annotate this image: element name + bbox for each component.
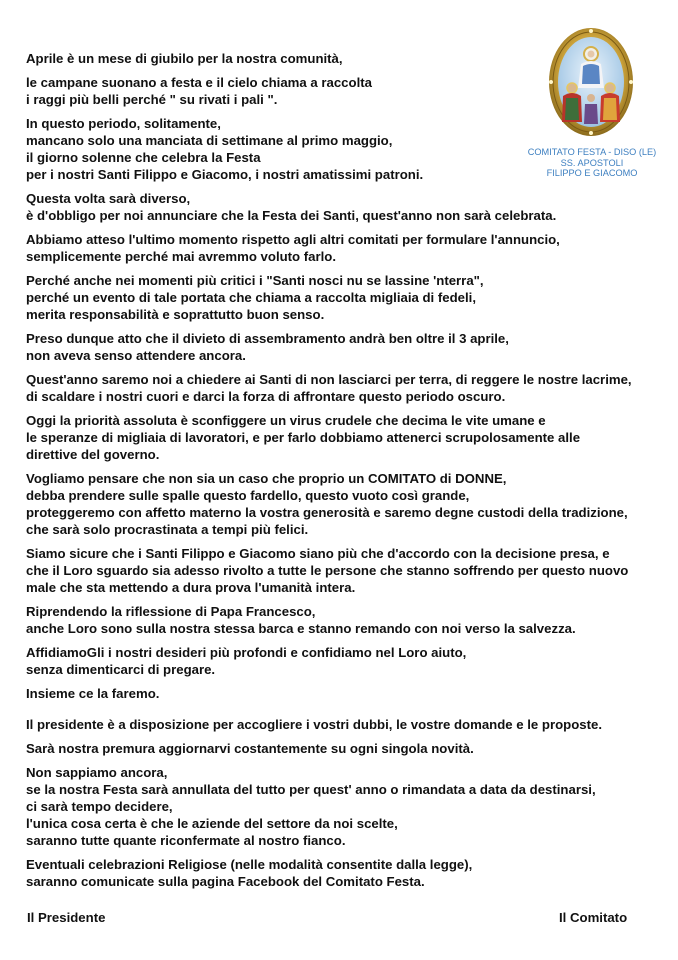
caption-line: SS. APOSTOLI — [560, 157, 624, 168]
paragraph-line: il giorno solenne che celebra la Festa — [26, 150, 261, 165]
paragraph-line: Il presidente è a disposizione per accogliere i vostri dubbi, le vostre domande e le proposte. — [26, 717, 603, 732]
paragraph-line: che il Loro sguardo sia adesso rivolto a tutte le persone che stanno soffrendo per questo nuovo — [26, 563, 629, 578]
letter-paragraph — [26, 190, 666, 224]
paragraph-line: In questo periodo, solitamente, — [26, 116, 221, 131]
paragraph-line: merita responsabilità e soprattutto buon senso. — [26, 307, 325, 322]
letter-paragraph — [26, 545, 666, 596]
letter-paragraph — [26, 764, 666, 849]
announcement-letter — [26, 50, 666, 897]
paragraph-line: Insieme ce la faremo. — [26, 686, 160, 701]
letter-paragraph — [26, 231, 666, 265]
letter-paragraph — [26, 371, 666, 405]
paragraph-line: i raggi più belli perché " su rivati i pali ". — [26, 92, 278, 107]
paragraph-line: direttive del governo. — [26, 447, 160, 462]
paragraph-line: saranno comunicate sulla pagina Facebook del Comitato Festa. — [26, 874, 425, 889]
letter-paragraph — [26, 74, 666, 108]
paragraph-line: Abbiamo atteso l'ultimo momento rispetto agli altri comitati per formulare l'annuncio, — [26, 232, 560, 247]
paragraph-line: di scaldare i nostri cuori e darci la forza di affrontare questo periodo oscuro. — [26, 389, 506, 404]
paragraph-line: l'unica cosa certa è che le aziende del settore da noi scelte, — [26, 816, 398, 831]
paragraph-line: che sarà solo procrastinata a tempi più felici. — [26, 522, 309, 537]
paragraph-line: se la nostra Festa sarà annullata del tutto per quest' anno o rimandata a data da destinarsi, — [26, 782, 596, 797]
letter-paragraph — [26, 412, 666, 463]
paragraph-line: Vogliamo pensare che non sia un caso che proprio un COMITATO di DONNE, — [26, 471, 507, 486]
letter-paragraph — [26, 603, 666, 637]
paragraph-line: Quest'anno saremo noi a chiedere ai Santi di non lasciarci per terra, di reggere le nostre lacrime, — [26, 372, 632, 387]
letter-paragraph — [26, 716, 666, 733]
paragraph-line: AffidiamoGli i nostri desideri più profondi e confidiamo nel Loro aiuto, — [26, 645, 467, 660]
signature-presidente: Il Presidente — [27, 910, 106, 925]
paragraph-line: le campane suonano a festa e il cielo chiama a raccolta — [26, 75, 372, 90]
paragraph-line: è d'obbligo per noi annunciare che la Festa dei Santi, quest'anno non sarà celebrata. — [26, 208, 557, 223]
letter-paragraph — [26, 272, 666, 323]
paragraph-line: le speranze di migliaia di lavoratori, e per farlo dobbiamo attenerci scrupolosamente alle — [26, 430, 581, 445]
paragraph-line: senza dimenticarci di pregare. — [26, 662, 216, 677]
caption-line: COMITATO FESTA - DISO (LE) — [527, 147, 657, 157]
letter-paragraph — [26, 856, 666, 890]
paragraph-line: Oggi la priorità assoluta è sconfiggere un virus crudele che decima le vite umane e — [26, 413, 546, 428]
paragraph-line: debba prendere sulle spalle questo fardello, questo vuoto così grande, — [26, 488, 470, 503]
letter-paragraph — [26, 330, 666, 364]
paragraph-line: anche Loro sono sulla nostra stessa barca e stanno remando con noi verso la salvezza. — [26, 621, 576, 636]
letter-paragraph — [26, 115, 666, 183]
paragraph-line: male che sta mettendo a dura prova l'umanità intera. — [26, 580, 356, 595]
letter-paragraph — [26, 685, 666, 702]
paragraph-line: Eventuali celebrazioni Religiose (nelle modalità consentite dalla legge), — [26, 857, 473, 872]
paragraph-line: Siamo sicure che i Santi Filippo e Giacomo siano più che d'accordo con la decisione presa, e — [26, 546, 610, 561]
signature-comitato: Il Comitato — [559, 910, 628, 925]
paragraph-line: Non sappiamo ancora, — [26, 765, 168, 780]
letter-paragraph — [26, 644, 666, 678]
paragraph-line: perché un evento di tale portata che chiama a raccolta migliaia di fedeli, — [26, 290, 476, 305]
paragraph-line: Aprile è un mese di giubilo per la nostra comunità, — [26, 51, 343, 66]
caption-line: FILIPPO E GIACOMO — [546, 168, 638, 178]
paragraph-line: proteggeremo con affetto materno la vostra generosità e saremo degne custodi della tradizione, — [26, 505, 628, 520]
letter-paragraph — [26, 740, 666, 757]
letter-paragraph — [26, 50, 666, 67]
paragraph-line: Perché anche nei momenti più critici i "Santi nosci nu se lassine 'nterra", — [26, 273, 484, 288]
paragraph-line: Sarà nostra premura aggiornarvi costantemente su ogni singola novità. — [26, 741, 474, 756]
paragraph-line: Preso dunque atto che il divieto di assembramento andrà ben oltre il 3 aprile, — [26, 331, 509, 346]
paragraph-line: per i nostri Santi Filippo e Giacomo, i nostri amatissimi patroni. — [26, 167, 424, 182]
paragraph-line: Riprendendo la riflessione di Papa Francesco, — [26, 604, 316, 619]
paragraph-line: non aveva senso attendere ancora. — [26, 348, 246, 363]
paragraph-line: semplicemente perché mai avremmo voluto farlo. — [26, 249, 337, 264]
paragraph-line: ci sarà tempo decidere, — [26, 799, 173, 814]
letter-paragraph — [26, 470, 666, 538]
paragraph-line: saranno tutte quante riconfermate al nostro fianco. — [26, 833, 346, 848]
paragraph-line: mancano solo una manciata di settimane al primo maggio, — [26, 133, 393, 148]
paragraph-line: Questa volta sarà diverso, — [26, 191, 191, 206]
